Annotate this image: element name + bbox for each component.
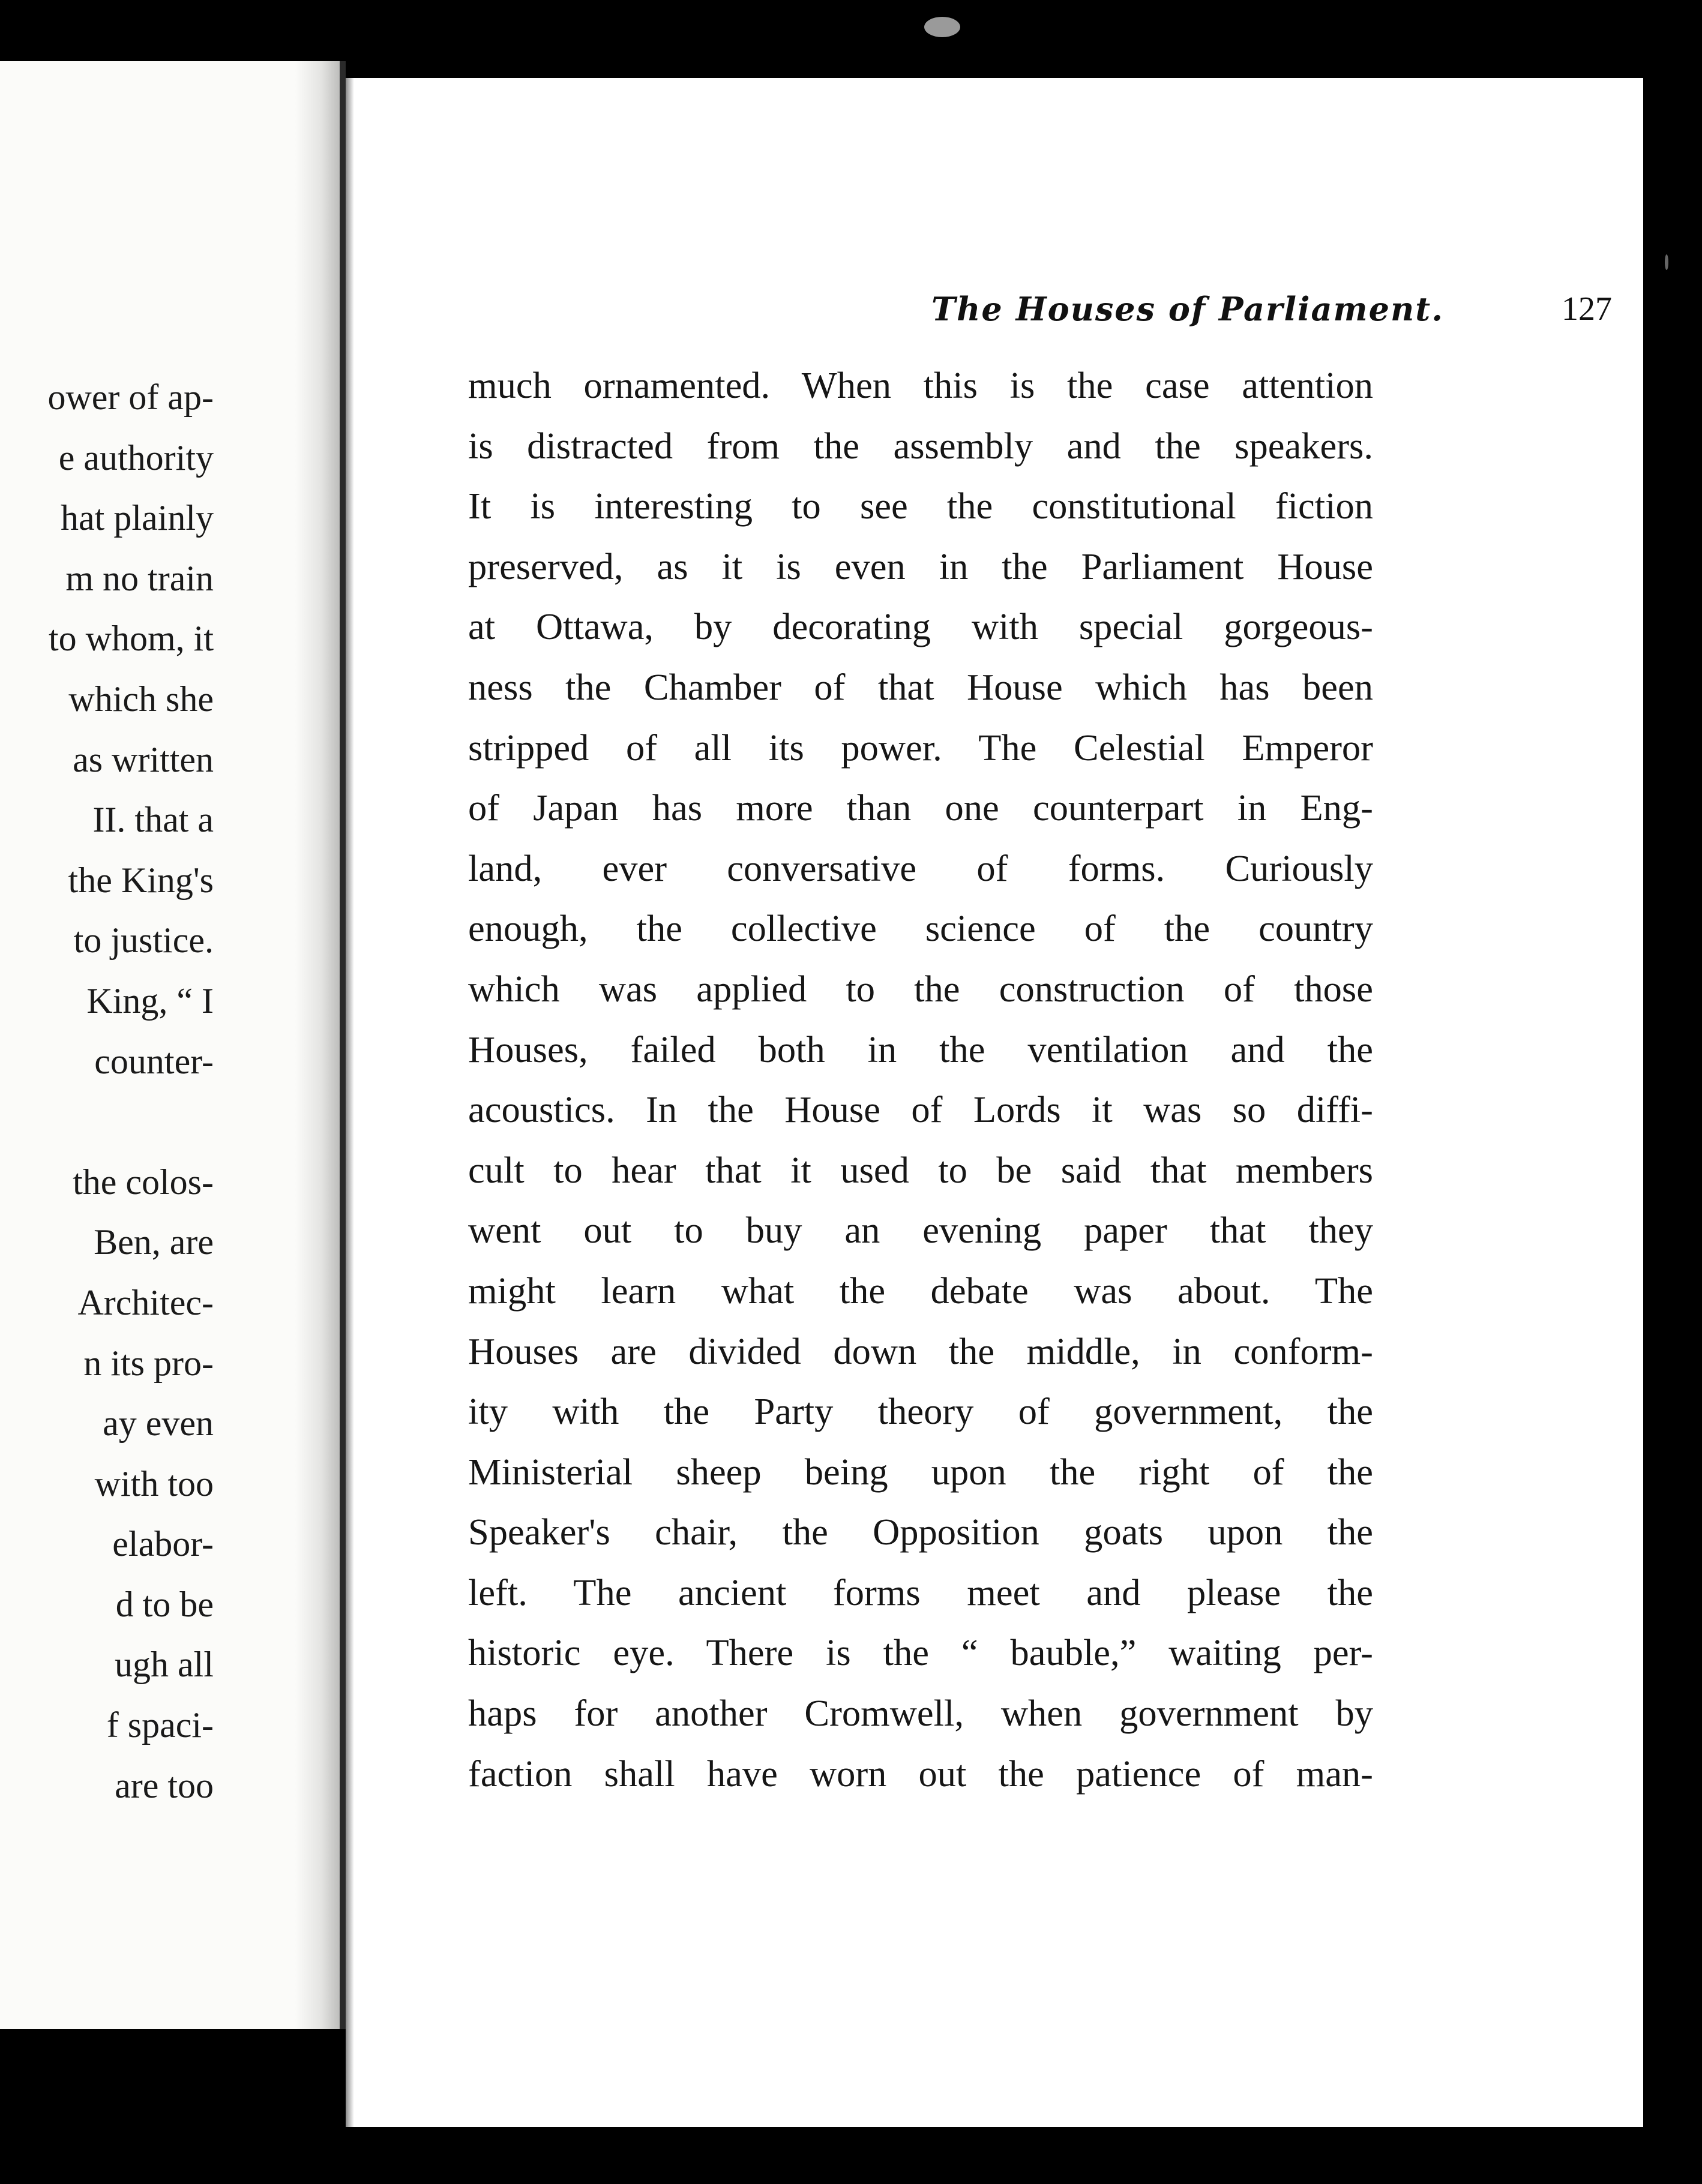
text-line: went out to buy an evening paper that they bbox=[468, 1209, 1373, 1252]
text-line: Ministerial sheep being upon the right of the bbox=[468, 1450, 1373, 1493]
left-line: d to be bbox=[115, 1584, 214, 1624]
text-line: acoustics. In the House of Lords it was so diffi- bbox=[468, 1088, 1373, 1131]
left-line: King, “ I bbox=[86, 980, 214, 1021]
left-line: ugh all bbox=[115, 1645, 214, 1685]
text-line: enough, the collective science of the country bbox=[468, 907, 1373, 950]
gutter-shadow bbox=[295, 61, 342, 2029]
left-line: Architec- bbox=[77, 1282, 214, 1322]
text-line: preserved, as it is even in the Parliament House bbox=[468, 545, 1373, 587]
text-line: left. The ancient forms meet and please the bbox=[468, 1571, 1373, 1613]
text-line: much ornamented. When this is the case attention bbox=[468, 364, 1373, 406]
text-line: stripped of all its power. The Celestial Emperor bbox=[468, 726, 1373, 769]
left-line: the King's bbox=[68, 860, 214, 900]
left-line: the colos- bbox=[73, 1162, 214, 1202]
left-line: counter- bbox=[94, 1041, 214, 1081]
text-line: ness the Chamber of that House which has been bbox=[468, 665, 1373, 708]
left-line: Ben, are bbox=[94, 1222, 214, 1262]
left-facing-page bbox=[0, 61, 342, 2029]
scan-speck bbox=[924, 17, 960, 37]
left-line: II. that a bbox=[92, 800, 214, 840]
left-line: ower of ap- bbox=[47, 377, 214, 417]
left-line: with too bbox=[94, 1463, 214, 1504]
text-line: It is interesting to see the constitutional fiction bbox=[468, 485, 1373, 527]
left-line: to justice. bbox=[73, 920, 214, 961]
text-line: might learn what the debate was about. The bbox=[468, 1269, 1373, 1312]
text-line: is distracted from the assembly and the speakers. bbox=[468, 424, 1373, 467]
left-line: n its pro- bbox=[83, 1343, 214, 1383]
running-title: The Houses of Parliament. bbox=[931, 290, 1444, 328]
left-line: are too bbox=[115, 1765, 214, 1805]
scan-speck bbox=[1665, 254, 1668, 270]
text-line: historic eye. There is the “ bauble,” waiting per- bbox=[468, 1631, 1373, 1674]
left-line: ay even bbox=[103, 1403, 214, 1444]
left-line: e authority bbox=[58, 437, 214, 478]
text-line: faction shall have worn out the patience of man- bbox=[468, 1752, 1373, 1795]
right-page bbox=[346, 78, 1643, 2127]
text-line: cult to hear that it used to be said that members bbox=[468, 1148, 1373, 1191]
left-line: f spaci- bbox=[106, 1705, 214, 1745]
left-line bbox=[0, 1091, 214, 1152]
left-line: m no train bbox=[65, 558, 214, 598]
text-line: ity with the Party theory of government, the bbox=[468, 1390, 1373, 1433]
text-line: haps for another Cromwell, when government by bbox=[468, 1692, 1373, 1735]
book-spine bbox=[340, 61, 346, 2029]
page-number: 127 bbox=[1562, 290, 1612, 328]
left-page-text bbox=[0, 367, 214, 1816]
text-line: at Ottawa, by decorating with special gorgeous- bbox=[468, 605, 1373, 648]
left-line: hat plainly bbox=[61, 498, 214, 538]
text-line: Houses are divided down the middle, in conform- bbox=[468, 1330, 1373, 1372]
text-line: Speaker's chair, the Opposition goats upon the bbox=[468, 1511, 1373, 1553]
page-inner-edge bbox=[346, 78, 354, 2127]
left-line: elabor- bbox=[112, 1524, 214, 1564]
text-line: which was applied to the construction of those bbox=[468, 967, 1373, 1010]
text-line: of Japan has more than one counterpart in Eng- bbox=[468, 787, 1373, 829]
body-text bbox=[468, 355, 1373, 1804]
text-line: land, ever conversative of forms. Curiously bbox=[468, 847, 1373, 889]
left-line: as written bbox=[73, 739, 214, 779]
left-line: to whom, it bbox=[48, 619, 214, 659]
text-line: Houses, failed both in the ventilation and the bbox=[468, 1028, 1373, 1070]
left-line: which she bbox=[68, 679, 214, 719]
running-head bbox=[634, 282, 1612, 336]
